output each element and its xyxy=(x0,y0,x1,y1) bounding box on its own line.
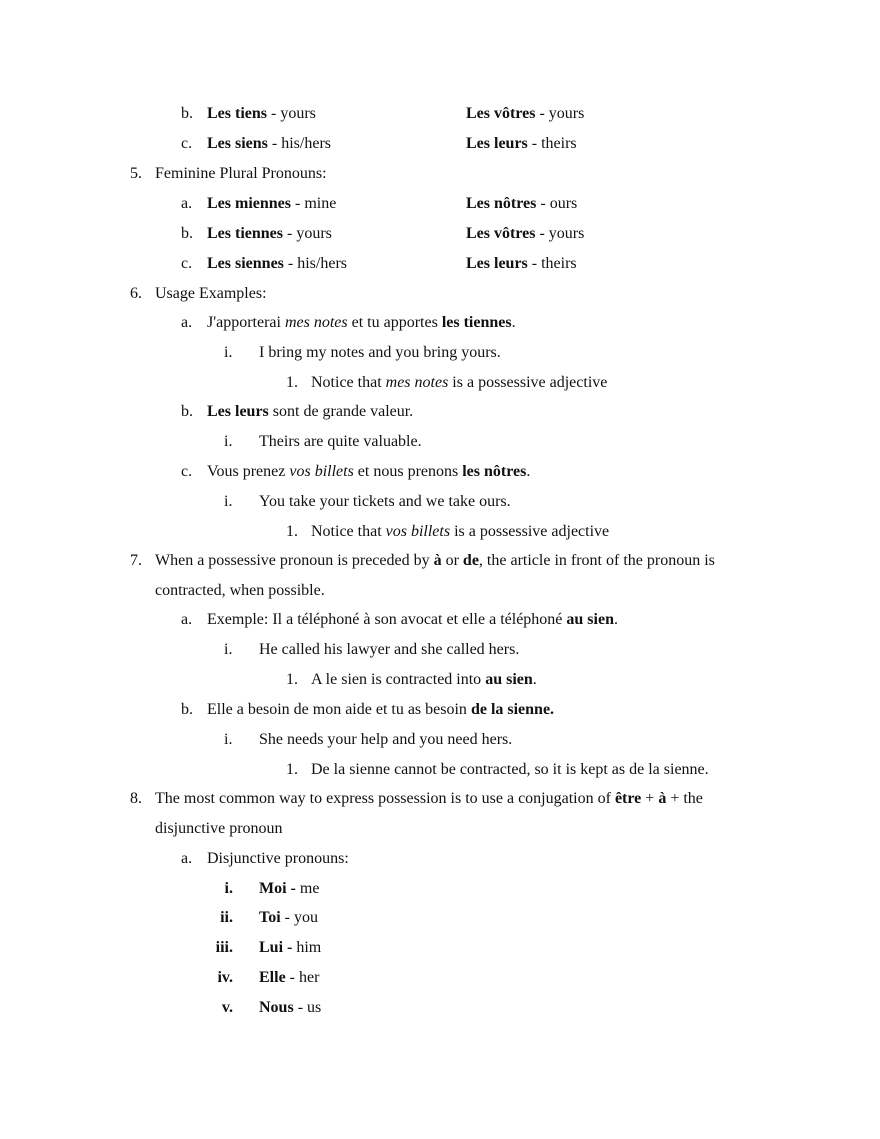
translation: Theirs are quite valuable. xyxy=(259,433,422,450)
pronoun-meaning: - his/hers xyxy=(267,135,332,152)
text-run: + the xyxy=(666,790,703,807)
note: De la sienne cannot be contracted, so it is kept as de la sienne. xyxy=(311,761,709,778)
pronoun-entry xyxy=(466,224,584,244)
disjunctive-pronoun xyxy=(259,968,319,988)
text-run: J'apporterai xyxy=(207,314,285,331)
example-sentence xyxy=(207,700,554,720)
pronoun-entry xyxy=(207,194,336,214)
translation: She needs your help and you need hers. xyxy=(259,731,513,748)
subsection-text: Disjunctive pronouns: xyxy=(207,850,349,867)
pronoun-bold: Les tiens xyxy=(207,105,267,122)
roman-numeral: iii. xyxy=(215,939,233,956)
example-sentence xyxy=(207,462,530,482)
roman-numeral: i. xyxy=(224,880,233,897)
pronoun-bold: Les tiennes xyxy=(207,225,283,242)
pronoun-entry xyxy=(207,254,347,274)
text-run: When a possessive pronoun is preceded by xyxy=(155,552,434,569)
pronoun-entry xyxy=(207,224,332,244)
pronoun-bold: Nous xyxy=(259,999,294,1016)
text-run: Elle a besoin de mon aide et tu as besoin xyxy=(207,701,471,718)
list-marker: a. xyxy=(181,611,193,628)
text-run-bold: Les leurs xyxy=(207,403,269,420)
text-run: . xyxy=(511,314,516,331)
list-marker: i. xyxy=(224,493,233,510)
text-run: et nous prenons xyxy=(353,463,463,480)
text-run: is a possessive adjective xyxy=(450,523,610,540)
text-run-italic: mes notes xyxy=(385,374,449,391)
list-marker: 1. xyxy=(286,761,298,778)
pronoun-bold: Les miennes xyxy=(207,195,291,212)
list-marker: c. xyxy=(181,255,193,272)
list-marker: b. xyxy=(181,105,193,122)
pronoun-bold: Les siennes xyxy=(207,255,284,272)
pronoun-meaning: me xyxy=(295,880,320,897)
list-marker: b. xyxy=(181,403,193,420)
text-run: Notice that xyxy=(311,374,386,391)
text-run: . xyxy=(613,611,618,628)
list-marker: i. xyxy=(224,731,233,748)
list-marker: 1. xyxy=(286,374,298,391)
roman-numeral: ii. xyxy=(220,909,233,926)
list-marker: 6. xyxy=(130,285,142,302)
text-run-bold: au sien xyxy=(566,611,614,628)
text-run: is a possessive adjective xyxy=(448,374,608,391)
list-marker: a. xyxy=(181,314,193,331)
list-marker: i. xyxy=(224,344,233,361)
text-run-bold: les tiennes xyxy=(441,314,512,331)
text-run-bold: au sien xyxy=(485,671,533,688)
list-marker: b. xyxy=(181,225,193,242)
list-marker: 8. xyxy=(130,790,142,807)
pronoun-entry xyxy=(466,254,577,274)
disjunctive-pronoun xyxy=(259,879,319,899)
disjunctive-pronoun xyxy=(259,938,321,958)
list-marker xyxy=(193,998,233,1018)
pronoun-entry xyxy=(207,134,331,154)
text-run-bold: de xyxy=(462,552,479,569)
pronoun-bold: Les vôtres xyxy=(466,225,536,242)
pronoun-bold: Elle xyxy=(259,969,286,986)
text-run: Notice that xyxy=(311,523,386,540)
text-run: Exemple: Il a téléphoné à son avocat et elle a téléphoné xyxy=(207,611,567,628)
text-run: A le sien is contracted into xyxy=(311,671,486,688)
pronoun-meaning: - theirs xyxy=(527,255,577,272)
pronoun-meaning: - yours xyxy=(535,225,585,242)
text-run: or xyxy=(441,552,463,569)
section-heading-continuation: disjunctive pronoun xyxy=(155,820,283,837)
pronoun-meaning: - theirs xyxy=(527,135,577,152)
pronoun-meaning: him xyxy=(292,939,322,956)
pronoun-entry xyxy=(466,104,584,124)
pronoun-meaning: - her xyxy=(285,969,320,986)
pronoun-bold: Lui - xyxy=(259,939,293,956)
list-marker xyxy=(193,908,233,928)
section-heading xyxy=(155,551,715,571)
text-run-bold: à xyxy=(433,552,442,569)
text-run: + xyxy=(641,790,659,807)
pronoun-entry xyxy=(207,104,316,124)
text-run: , the article in front of the pronoun is xyxy=(478,552,715,569)
section-heading-continuation: contracted, when possible. xyxy=(155,582,325,599)
translation: I bring my notes and you bring yours. xyxy=(259,344,501,361)
roman-numeral: iv. xyxy=(217,969,233,986)
text-run: sont de grande valeur. xyxy=(268,403,414,420)
example-sentence xyxy=(207,610,618,630)
list-marker: i. xyxy=(224,433,233,450)
text-run: . xyxy=(526,463,531,480)
list-marker: a. xyxy=(181,195,193,212)
disjunctive-pronoun xyxy=(259,998,321,1018)
list-marker xyxy=(193,968,233,988)
note xyxy=(311,522,609,542)
pronoun-bold: Toi xyxy=(259,909,281,926)
pronoun-meaning: - mine xyxy=(291,195,337,212)
pronoun-meaning: - ours xyxy=(536,195,578,212)
list-marker: b. xyxy=(181,701,193,718)
pronoun-meaning: - his/hers xyxy=(283,255,348,272)
section-heading: Feminine Plural Pronouns: xyxy=(155,165,327,182)
pronoun-bold: Les nôtres xyxy=(466,195,537,212)
list-marker: a. xyxy=(181,850,193,867)
pronoun-meaning: - us xyxy=(293,999,322,1016)
translation: He called his lawyer and she called hers. xyxy=(259,641,520,658)
pronoun-entry xyxy=(466,194,577,214)
section-heading: Usage Examples: xyxy=(155,285,267,302)
disjunctive-pronoun xyxy=(259,908,318,928)
text-run: . xyxy=(532,671,537,688)
section-heading xyxy=(155,789,703,809)
pronoun-meaning: - yours xyxy=(535,105,585,122)
text-run-italic: mes notes xyxy=(284,314,348,331)
text-run: Vous prenez xyxy=(207,463,290,480)
list-marker xyxy=(193,938,233,958)
pronoun-entry xyxy=(466,134,577,154)
text-run-bold: de la sienne. xyxy=(470,701,555,718)
text-run-italic: vos billets xyxy=(289,463,354,480)
text-run-bold: à xyxy=(658,790,667,807)
text-run: The most common way to express possession is to use a conjugation of xyxy=(155,790,615,807)
pronoun-bold: Les siens xyxy=(207,135,268,152)
text-run-italic: vos billets xyxy=(385,523,451,540)
note xyxy=(311,373,607,393)
translation: You take your tickets and we take ours. xyxy=(259,493,511,510)
text-run: et tu apportes xyxy=(347,314,442,331)
list-marker xyxy=(193,879,233,899)
list-marker: 5. xyxy=(130,165,142,182)
pronoun-meaning: - yours xyxy=(267,105,316,122)
pronoun-meaning: - you xyxy=(280,909,318,926)
list-marker: c. xyxy=(181,135,193,152)
list-marker: 1. xyxy=(286,523,298,540)
pronoun-bold: Les leurs xyxy=(466,255,528,272)
list-marker: 1. xyxy=(286,671,298,688)
pronoun-bold: Moi - xyxy=(259,880,296,897)
list-marker: i. xyxy=(224,641,233,658)
roman-numeral: v. xyxy=(221,999,233,1016)
list-marker: 7. xyxy=(130,552,142,569)
pronoun-bold: Les vôtres xyxy=(466,105,536,122)
text-run-bold: les nôtres xyxy=(462,463,527,480)
pronoun-meaning: - yours xyxy=(283,225,332,242)
example-sentence xyxy=(207,313,516,333)
list-marker: c. xyxy=(181,463,193,480)
example-sentence xyxy=(207,402,413,422)
text-run-bold: être xyxy=(614,790,642,807)
note xyxy=(311,670,537,690)
pronoun-bold: Les leurs xyxy=(466,135,528,152)
